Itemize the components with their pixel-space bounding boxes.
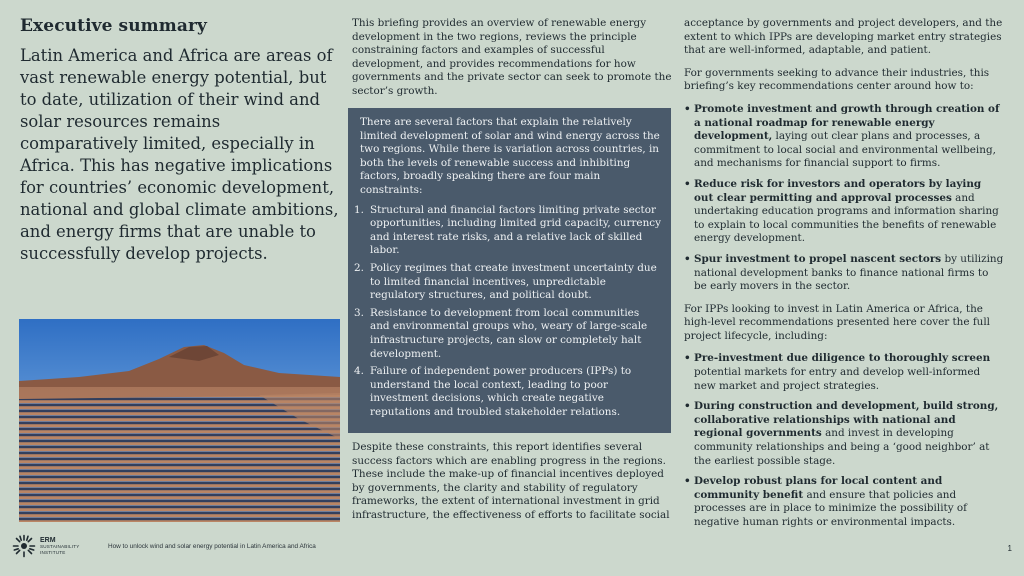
bullet-text: and invest in developing community relationships and being a ‘good neighbor’ at the earliest possible stage. <box>694 427 990 467</box>
footer-caption: How to unlock wind and solar energy potential in Latin America and Africa <box>108 543 316 550</box>
recommendations-column <box>684 17 1004 537</box>
bullet-icon: • <box>684 400 691 413</box>
bullet-icon: • <box>684 352 691 365</box>
sunburst-logo-icon <box>12 534 36 558</box>
bullet-bold: Pre-investment due diligence to thoroughly screen <box>694 352 991 365</box>
bullet-text: by utilizing national development banks to finance national firms to be early movers in the sector. <box>694 252 1004 293</box>
list-item <box>684 103 1004 171</box>
list-item <box>684 400 1004 468</box>
bullet-icon: • <box>684 252 691 265</box>
logo-wordmark <box>40 537 79 554</box>
list-item <box>684 253 1004 294</box>
success-factors <box>352 441 674 523</box>
page-title: Executive summary <box>20 16 207 36</box>
bullet-icon: • <box>684 102 691 115</box>
logo-line-2: INSTITUTE <box>40 549 66 555</box>
bullet-icon: • <box>684 177 691 190</box>
bullet-text: and ensure that policies and processes are in place to minimize the possibility of negative human rights or environmental impacts. <box>694 488 967 528</box>
intro-paragraph: This briefing provides an overview of renewable energy development in the two regions, reviews the principle constraining factors and examples of successful development, and provides recommendations for how governments and the private sector can seek to promote the sector’s growth. <box>352 17 672 97</box>
solar-farm-photo <box>19 319 340 522</box>
bullet-bold: Spur investment to propel nascent sectors <box>694 252 942 265</box>
intro-column <box>352 17 672 99</box>
bullet-bold: Reduce risk for investors and operators by laying out clear permitting and approval processes <box>694 177 982 204</box>
list-text: Structural and financial factors limiting private sector opportunities, including limited grid capacity, currency and interest rate risks, and a relative lack of skilled labor. <box>370 203 661 257</box>
list-item <box>354 261 661 303</box>
list-number: 4. <box>354 365 364 378</box>
government-intro: For governments seeking to advance their industries, this briefing’s key recommendations center around how to: <box>684 66 990 93</box>
list-item <box>354 306 661 361</box>
bullet-bold: During construction and development, build strong, collaborative relationships with national and regional governments <box>694 400 999 440</box>
success-paragraph: Despite these constraints, this report identifies several success factors which are enabling progress in the regions. These include the make-up of financial incentives deployed by governments, the clarity and stability of regulatory frameworks, the extent of international investment in grid infrastructure, the effectiveness of efforts to facilitate social <box>352 441 670 521</box>
list-text: Resistance to development from local communities and environmental groups who, weary of large-scale infrastructure projects, can slow or completely halt development. <box>370 306 648 360</box>
page-number: 1 <box>1007 544 1012 553</box>
erm-logo <box>12 534 79 558</box>
callout-intro: There are several factors that explain the relatively limited development of solar and wind energy across the two regions. While there is variation across countries, in both the levels of renewable success and inhibiting factors, broadly speaking there are four main constraints: <box>360 116 660 196</box>
list-text: Policy regimes that create investment uncertainty due to limited financial incentives, unpredictable regulatory structures, and political doubt. <box>370 261 657 302</box>
logo-erm: ERM <box>40 537 56 545</box>
list-number: 1. <box>354 203 364 216</box>
bullet-text: and undertaking education programs and information sharing to explain to local communities the benefits of renewable energy development. <box>694 191 999 245</box>
list-item <box>354 365 661 419</box>
list-item <box>684 352 1004 393</box>
footer <box>12 534 1012 564</box>
constraints-list <box>354 203 661 420</box>
bullet-bold: Promote investment and growth through creation of a national roadmap for renewable energy development, <box>694 102 1000 143</box>
list-number: 2. <box>354 261 364 274</box>
bullet-text: potential markets for entry and develop well-informed new market and project strategies. <box>694 366 981 392</box>
logo-line-1: SUSTAINABILITY <box>40 544 80 550</box>
lead-paragraph: Latin America and Africa are areas of vast renewable energy potential, but to date, utilization of their wind and solar resources remains comparatively limited, especially in Africa. This has negative implications for countries’ economic development, national and global climate ambitions, and energy firms that are unable to successfully develop projects. <box>20 46 339 263</box>
list-number: 3. <box>354 306 364 319</box>
solar-farm-image <box>19 319 340 522</box>
bullet-bold: Develop robust plans for local content and community benefit <box>694 475 943 501</box>
bullet-text: laying out clear plans and processes, a commitment to local social and environmental wellbeing, and mechanisms for financial support to firms. <box>694 130 996 170</box>
list-item <box>354 203 661 258</box>
bullet-icon: • <box>684 475 691 488</box>
list-item <box>684 475 1004 529</box>
ipp-intro: For IPPs looking to invest in Latin America or Africa, the high-level recommendations presented here cover the full project lifecycle, including: <box>684 302 991 342</box>
list-text: Failure of independent power producers (IPPs) to understand the local context, leading to poor investment decisions, which create negative reputations and troubled stakeholder relations. <box>370 365 632 418</box>
constraints-callout <box>348 108 671 433</box>
summary-column <box>20 16 340 265</box>
continuation-paragraph: acceptance by governments and project developers, and the extent to which IPPs are developing market entry strategies that are well-informed, adaptable, and patient. <box>684 17 1003 57</box>
list-item <box>684 178 1004 246</box>
